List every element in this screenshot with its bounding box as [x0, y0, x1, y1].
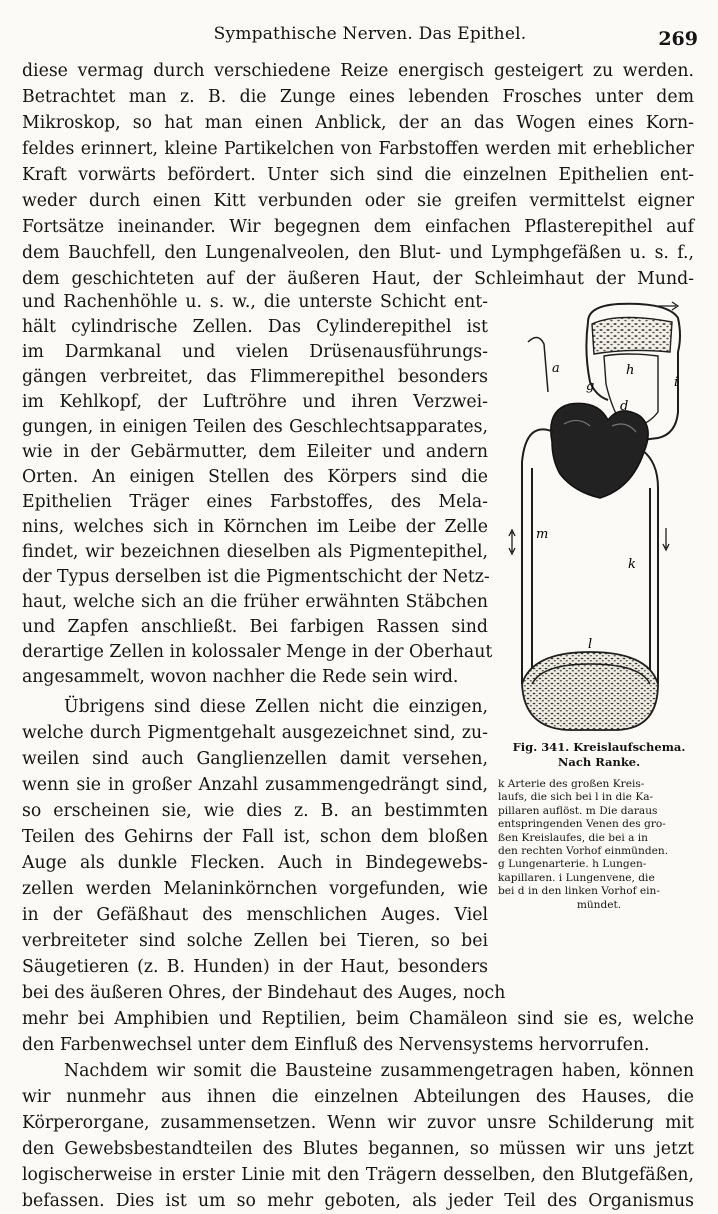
text-line: in der Gefäßhaut des menschlichen Auges. Viel: [22, 905, 488, 925]
text-line: bei des äußeren Ohres, der Bindehaut des Auges, noch: [22, 983, 506, 1003]
text-line: zellen werden Melaninkörnchen vorgefunden, wie: [22, 879, 488, 899]
text-line: Körperorgane, zusammensetzen. Wenn wir zuvor unsre Schilderung mit: [22, 1113, 694, 1133]
caption-title: Fig. 341. Kreislaufschema.: [512, 740, 686, 754]
text-line: Epithelien Träger eines Farbstoffes, des Mela-: [22, 492, 488, 512]
legend-line: pillaren auflöst. m Die daraus: [498, 804, 658, 817]
text-line: und Rachenhöhle u. s. w., die unterste Schicht ent-: [22, 292, 488, 312]
legend-line: mündet.: [576, 898, 622, 911]
text-line: Mikroskop, so hat man einen Anblick, der an das Wogen eines Korn-: [22, 113, 694, 133]
running-header: Sympathische Nerven. Das Epithel.: [213, 24, 527, 44]
text-line: Übrigens sind diese Zellen nicht die einzigen,: [64, 697, 488, 717]
text-line: wenn sie in großer Anzahl zusammengedrängt sind,: [22, 775, 488, 795]
text-line: weilen sind auch Ganglienzellen damit versehen,: [22, 749, 488, 769]
text-line: haut, welche sich an die früher erwähnten Stäbchen: [22, 592, 488, 612]
text-line: Säugetieren (z. B. Hunden) in der Haut, besonders: [22, 957, 488, 977]
text-line: den Gewebsbestandteilen des Blutes begannen, so müssen wir uns jetzt: [22, 1139, 694, 1159]
caption-source: Nach Ranke.: [557, 755, 641, 769]
legend-line: den rechten Vorhof einmünden.: [498, 845, 669, 858]
text-line: dem geschichteten auf der äußeren Haut, der Schleimhaut der Mund-: [22, 269, 694, 289]
text-line: im Kehlkopf, der Luftröhre und ihren Verzwei-: [22, 392, 488, 412]
text-line: findet, wir bezeichnen dieselben als Pigmentepithel,: [22, 542, 488, 562]
figure-legend: [498, 778, 700, 912]
text-line: dem Bauchfell, den Lungenalveolen, den Blut- und Lymphgefäßen u. s. f.,: [22, 243, 694, 263]
text-line: der Typus derselben ist die Pigmentschicht der Netz-: [22, 567, 490, 587]
text-line: Auge als dunkle Flecken. Auch in Bindegewebs-: [22, 853, 488, 873]
text-line: Orten. An einigen Stellen des Körpers sind die: [22, 467, 488, 487]
label-d: d: [620, 399, 629, 414]
label-h: h: [626, 363, 635, 378]
text-line: diese vermag durch verschiedene Reize energisch gesteigert zu werden.: [22, 61, 694, 81]
text-line: welche durch Pigmentgehalt ausgezeichnet sind, zu-: [22, 723, 488, 743]
text-line: angesammelt, wovon nachher die Rede sein wird.: [22, 667, 459, 687]
legend-line: ßen Kreislaufes, die bei a in: [498, 831, 649, 844]
arrow-icon: [509, 530, 515, 554]
text-line: Kraft vorwärts befördert. Unter sich sind die einzelnen Epithelien ent-: [22, 165, 694, 185]
heart: [551, 403, 648, 498]
page-number: 269: [658, 28, 698, 50]
text-line: nins, welches sich in Körnchen im Leibe der Zelle: [22, 517, 488, 537]
text-line: Teilen des Gehirns der Fall ist, schon dem bloßen: [22, 827, 488, 847]
text-line: gungen, in einigen Teilen des Geschlechtsapparates,: [22, 417, 488, 437]
text-line: und Zapfen anschließt. Bei farbigen Rassen sind: [22, 617, 488, 637]
text-line: Betrachtet man z. B. die Zunge eines lebenden Frosches unter dem: [22, 87, 694, 107]
text-line: weder durch einen Kitt verbunden oder sie greifen vermittelst eigner: [22, 191, 694, 211]
text-line: so erscheinen sie, wie dies z. B. an bestimmten: [22, 801, 488, 821]
label-g: g: [586, 379, 595, 394]
label-i: i: [674, 375, 679, 390]
legend-line: entspringenden Venen des gro-: [498, 818, 666, 831]
label-a: a: [552, 361, 560, 376]
legend-line: kapillaren. i Lungenvene, die: [498, 871, 655, 884]
text-line: befassen. Dies ist um so mehr geboten, als jeder Teil des Organismus: [22, 1191, 694, 1211]
legend-line: laufs, die sich bei l in die Ka-: [498, 791, 654, 804]
arrow-icon: [663, 528, 669, 550]
text-line: den Farbenwechsel unter dem Einfluß des Nervensystems hervorrufen.: [22, 1035, 650, 1055]
legend-line: g Lungenarterie. h Lungen-: [498, 858, 647, 871]
text-line: verbreiteter sind solche Zellen bei Tieren, so bei: [22, 931, 488, 951]
text-line: hält cylindrische Zellen. Das Cylinderepithel ist: [22, 317, 488, 337]
figure-caption: [498, 740, 700, 770]
text-line: Fortsätze ineinander. Wir begegnen dem einfachen Pflasterepithel auf: [22, 217, 694, 237]
text-line: mehr bei Amphibien und Reptilien, beim Chamäleon sind sie es, welche: [22, 1009, 694, 1029]
legend-line: k Arterie des großen Kreis-: [498, 778, 645, 790]
label-l: l: [588, 637, 593, 652]
legend-line: bei d in den linken Vorhof ein-: [498, 885, 660, 898]
text-line: gängen verbreitet, das Flimmerepithel besonders: [22, 367, 488, 387]
text-line: wie in der Gebärmutter, dem Eileiter und andern: [22, 442, 488, 462]
circulation-diagram: [508, 292, 700, 732]
text-line: feldes erinnert, kleine Partikelchen von Farbstoffen werden mit erheblicher: [22, 139, 694, 159]
text-line: derartige Zellen in kolossaler Menge in der Oberhaut: [22, 642, 493, 662]
text-line: Nachdem wir somit die Bausteine zusammengetragen haben, können: [64, 1061, 694, 1081]
label-k: k: [628, 557, 636, 572]
text-line: wir nunmehr aus ihnen die einzelnen Abteilungen des Hauses, die: [22, 1087, 694, 1107]
lung-capillaries: [592, 317, 672, 354]
label-m: m: [536, 527, 549, 542]
text-line: logischerweise in erster Linie mit den Trägern desselben, den Blutgefäßen,: [22, 1165, 694, 1185]
text-line: im Darmkanal und vielen Drüsenausführungs-: [22, 342, 488, 362]
